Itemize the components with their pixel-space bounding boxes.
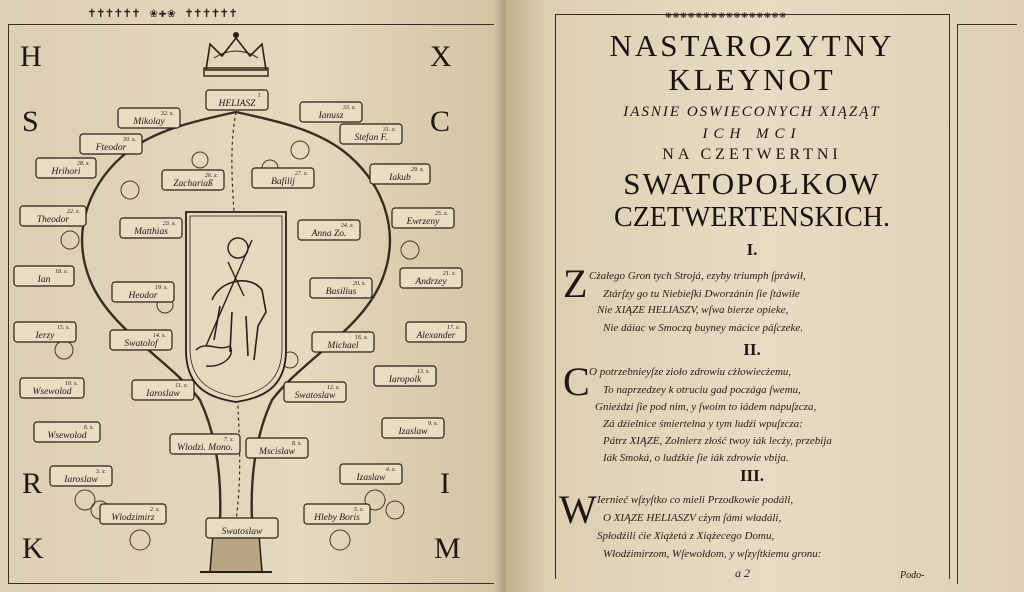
tree-label-name: Ewrzeny (406, 217, 440, 227)
tree-label-name: Andrzey (415, 277, 447, 287)
corner-letter: M (434, 532, 461, 565)
tree-label-cartouche (14, 266, 74, 286)
tree-label-name: Wlodzi. Mono. (177, 443, 233, 453)
tree-label-cartouche (80, 134, 142, 154)
verse-line: Zá dźielnice śmiertelna y tym ludźi wpuſzcza: (603, 418, 803, 430)
verse-line: Iák Smoká, o ludźkie ſie iák zdrowie vbija. (603, 452, 789, 464)
outer-margin-rule (957, 24, 958, 584)
right-page (505, 0, 1024, 592)
tree-label-number: 20. x. (352, 281, 366, 287)
section-numeral: II. (743, 340, 761, 359)
tree-label-number: 1. (257, 93, 262, 99)
tree-label-number: 5. x. (353, 507, 364, 513)
corner-letter: X (430, 40, 452, 73)
signature-mark: a 2 (735, 566, 750, 580)
verse-line: Nie XIĄZE HELIASZV, wſwa bierze opieke, (597, 304, 789, 316)
tree-label-name: Mscislaw (259, 447, 295, 457)
verse-line: Cżałego Gron tych Strojá, ezyby triumph ſpráwił, (589, 270, 806, 282)
tree-label-name: Wsewolod (32, 387, 72, 397)
tree-label-cartouche (340, 124, 402, 144)
tree-label-number: 26. x. (204, 173, 218, 179)
tree-label-number: 29. x. (410, 167, 424, 173)
tree-label-cartouche (406, 322, 466, 342)
tree-label-cartouche (36, 158, 96, 178)
tree-label-number: 12. x. (326, 385, 340, 391)
tree-label-name: Izaslaw (356, 473, 386, 483)
tree-label-number: 24. x. (340, 223, 354, 229)
tree-label-name: Swatoslaw (221, 527, 263, 537)
genealogical-tree-engraving (0, 0, 505, 592)
tree-label-name: Iaropolk (388, 375, 422, 385)
tree-label-cartouche (170, 434, 240, 454)
tree-label-name: Ian (37, 275, 51, 285)
left-top-ornament: ✝✝✝✝✝✝ ❀✚❀ ✝✝✝✝✝✝ (88, 6, 239, 21)
tree-label-cartouche (120, 218, 182, 238)
tree-label-number: 31. x. (382, 127, 396, 133)
corner-letter: C (430, 105, 451, 138)
drop-cap: Z (563, 261, 588, 306)
tree-label-name: Bafilij (271, 177, 295, 187)
tree-label-number: 9. x. (427, 421, 438, 427)
tree-label-number: 27. x. (294, 171, 308, 177)
tree-label-cartouche (110, 330, 172, 350)
verse-line: To naprzedzey k otruciu gad poczága ſwemu, (603, 384, 801, 396)
tree-label-cartouche (284, 382, 346, 402)
section-numeral: III. (739, 466, 765, 485)
tree-label-number: 19. x. (154, 285, 168, 291)
tree-label-cartouche (162, 170, 224, 190)
corner-letter: R (22, 467, 43, 500)
verse-line: Pátrz XIĄZE, Zołnierz złość twoy iák lecży, przebija (603, 435, 832, 447)
tree-label-cartouche (298, 220, 360, 240)
tree-label-name: HELIASZ (218, 99, 256, 109)
title-line-3: IASNIE OSWIECONYCH XIĄZĄT (623, 104, 881, 120)
tree-label-number: 6. x. (83, 425, 94, 431)
tree-label-cartouche (392, 208, 454, 228)
section-numeral: I. (746, 240, 758, 259)
tree-label-number: 18. x. (54, 269, 68, 275)
tree-label-name: Swatoslaw (294, 391, 336, 401)
corner-letter: S (22, 105, 39, 138)
tree-label-cartouche (132, 380, 194, 400)
tree-label-number: 22. x. (66, 209, 80, 215)
tree-label-number: 23. x. (162, 221, 176, 227)
tree-label-cartouche (400, 268, 462, 288)
tree-label-cartouche (20, 206, 86, 226)
right-frame-left (555, 14, 556, 579)
tree-label-cartouche (34, 422, 100, 442)
tree-label-name: Wlodzimirz (111, 513, 155, 523)
verse-line: Spłodźili ćie Xiążetá z Xiążecego Domu, (597, 530, 775, 542)
tree-label-cartouche (252, 168, 314, 188)
tree-label-name: Hleby Boris (314, 513, 360, 523)
tree-label-name: Theodor (36, 215, 70, 225)
verse-line: Iernieć wſzyſtko co mieli Przodkowie podáli, (597, 494, 794, 506)
right-frame-right (949, 14, 950, 579)
tree-label-name: Fteodor (95, 143, 127, 153)
left-page (0, 0, 505, 592)
tree-label-cartouche (246, 438, 308, 458)
tree-label-cartouche (112, 282, 174, 302)
catchword: Podo- (900, 570, 925, 581)
tree-label-number: 30. x. (122, 137, 136, 143)
corner-letter: I (440, 467, 450, 500)
title-line-1: NASTAROZYTNY (609, 28, 895, 63)
tree-label-number: 17. x. (446, 325, 460, 331)
tree-label-cartouche (310, 278, 372, 298)
tree-label-number: 7. x. (223, 437, 234, 443)
tree-label-cartouche (382, 418, 444, 438)
tree-label-name: Hrihori (51, 167, 81, 177)
right-top-ornament: ❋❋❋❋❋❋❋❋❋❋❋❋❋❋❋❋ (665, 8, 787, 21)
tree-label-cartouche (300, 102, 362, 122)
tree-label-number: 2. x. (149, 507, 160, 513)
tree-label-number: 21. x. (442, 271, 456, 277)
tree-label-name: Iaroslaw (64, 475, 98, 485)
tree-label-number: 16. x. (354, 335, 368, 341)
outer-margin-rule-top (957, 24, 1017, 25)
crown-icon (204, 32, 268, 76)
tree-label-cartouche (118, 108, 180, 128)
tree-label-number: 10. x. (64, 381, 78, 387)
tree-label-cartouche (14, 322, 76, 342)
tree-label-number: 32. x. (160, 111, 174, 117)
tree-label-number: 11. x. (175, 383, 188, 389)
verse-line: O XIĄZE HELIASZV cżym ſámi władáli, (603, 512, 782, 524)
tree-label-name: Mikolay (133, 117, 165, 127)
tree-label-number: 4. x. (385, 467, 396, 473)
tree-label-number: 28. x. (76, 161, 90, 167)
title-line-4: ICH MCI (702, 126, 802, 142)
tree-label-number: 13. x. (416, 369, 430, 375)
tree-label-name: Wsewolod (47, 431, 87, 441)
title-line-6: SWATOPOŁKOW (623, 166, 881, 201)
tree-label-cartouche (20, 378, 84, 398)
tree-label-name: Zachariaß (173, 179, 213, 189)
tree-label-name: Heodor (128, 291, 158, 301)
tree-label-cartouche (312, 332, 374, 352)
tree-label-name: Michael (327, 341, 359, 351)
tree-label-number: 33. x. (342, 105, 356, 111)
tree-label-cartouche (304, 504, 370, 524)
tree-label-cartouche (100, 504, 166, 524)
tree-label-number: 25. x. (434, 211, 448, 217)
drop-cap: C (563, 359, 590, 404)
tree-label-name: Stefan F. (354, 133, 388, 143)
tree-label-number: 15. x. (56, 325, 70, 331)
corner-letter: H (20, 40, 42, 73)
verse-line: O potrzebnieyſze zioło zdrowiu cżłowiecżemu, (589, 366, 792, 378)
title-line-7: CZETWERTENSKICH. (614, 202, 890, 233)
title-line-2: KLEYNOT (668, 62, 836, 97)
verse-line: Ztárſzy go tu Niebieſki Dworzánin ſie ſtáwiłe (603, 288, 800, 300)
tree-label-name: Ierzy (35, 331, 55, 341)
verse-line: Nie dáiac w Smoczą buyney mácice páſczeke. (603, 322, 804, 334)
tree-label-cartouche (50, 466, 112, 486)
corner-letter: K (22, 532, 44, 565)
tree-label-name: Alexander (416, 331, 456, 341)
tree-label-cartouche (370, 164, 430, 184)
title-line-5: NA CZETWERTNI (662, 146, 842, 163)
tree-label-name: Izaslaw (398, 427, 428, 437)
tree-label-name: Ianusz (318, 111, 344, 121)
tree-label-cartouche (374, 366, 436, 386)
tree-label-cartouche (340, 464, 402, 484)
tree-label-name: Basilius (325, 287, 357, 297)
central-shield-medallion (186, 212, 286, 402)
tree-label-name: Anna Zo. (311, 229, 347, 239)
tree-label-cartouche (206, 518, 278, 538)
tree-label-name: Swatolof (124, 339, 158, 349)
tree-label-cartouche (206, 90, 268, 110)
tree-label-number: 3. x. (95, 469, 106, 475)
tree-label-name: Iakub (389, 173, 411, 183)
verse-line: Gnieździ ſie pod nim, y ſwoim to iádem nápuſzcza, (595, 401, 817, 413)
tree-label-name: Matthias (134, 227, 168, 237)
tree-label-number: 14. x. (152, 333, 166, 339)
tree-label-name: Iaroslaw (146, 389, 180, 399)
drop-cap: W (559, 487, 597, 532)
verse-line: Włodźimirzom, Wſewołdom, y wſzyſtkiemu gronu: (603, 548, 822, 560)
tree-label-number: 8. x. (291, 441, 302, 447)
